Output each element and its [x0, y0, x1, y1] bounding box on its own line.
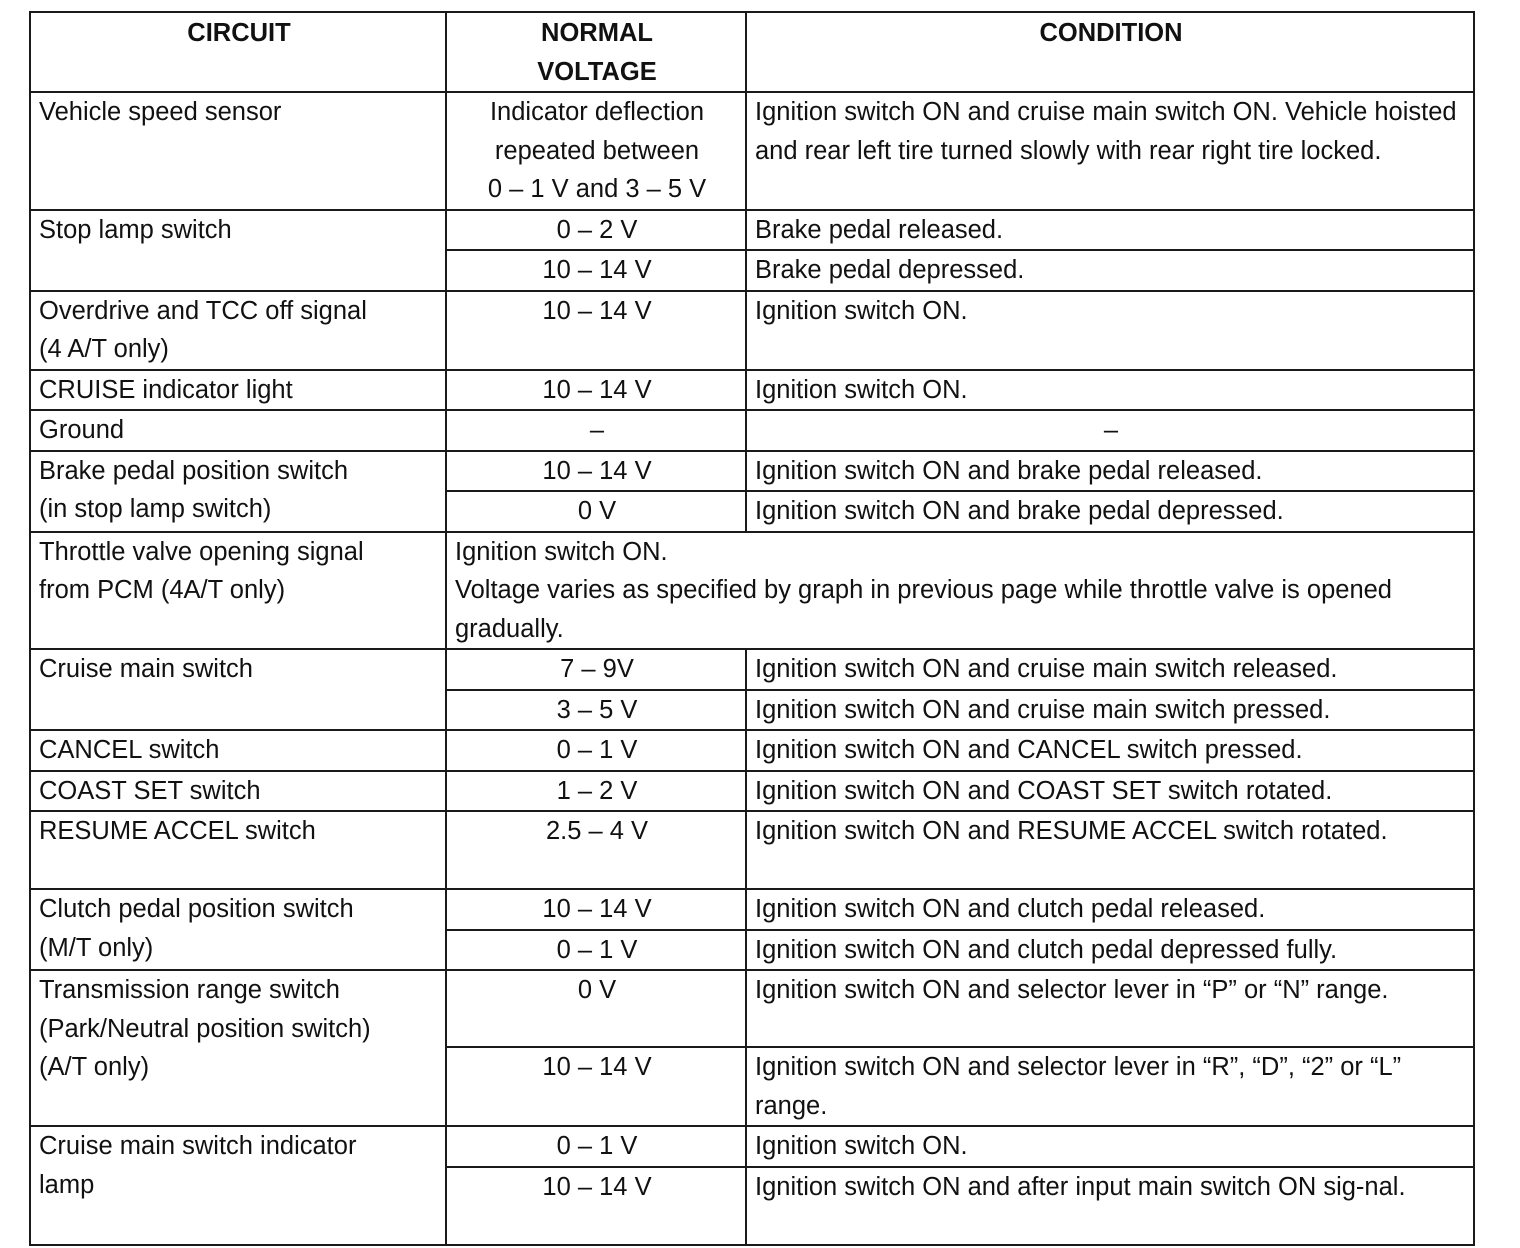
circuit-cell: CRUISE indicator light — [30, 370, 446, 411]
circuit-line: (in stop lamp switch) — [39, 495, 272, 523]
condition-cell: Brake pedal released. — [746, 210, 1474, 251]
table-row — [30, 210, 1474, 251]
condition-cell: – — [746, 410, 1474, 451]
voltage-cell: – — [446, 410, 746, 451]
voltage-cell: 3 – 5 V — [446, 690, 746, 731]
condition-cell: Ignition switch ON and selector lever in “P” or “N” range. — [746, 970, 1474, 1047]
circuit-cell — [30, 291, 446, 370]
condition-cell: Ignition switch ON and brake pedal released. — [746, 451, 1474, 492]
condition-cell: Ignition switch ON and cruise main switch ON. Vehicle hoisted and rear left tire turned slowly with rear right tire locked. — [746, 92, 1474, 210]
circuit-line: Brake pedal position switch — [39, 456, 349, 485]
circuit-line: from PCM (4A/T only) — [39, 576, 286, 604]
table-row — [30, 291, 1474, 370]
voltage-cell: 10 – 14 V — [446, 250, 746, 291]
voltage-cell: 10 – 14 V — [446, 451, 746, 492]
circuit-line: (Park/Neutral position switch) — [39, 1014, 371, 1043]
table-row — [30, 451, 1474, 492]
voltage-cell: 2.5 – 4 V — [446, 811, 746, 889]
condition-cell: Ignition switch ON and cruise main switch pressed. — [746, 690, 1474, 731]
circuit-line: Cruise main switch indicator — [39, 1132, 357, 1160]
voltage-cell: 0 – 1 V — [446, 1126, 746, 1167]
circuit-cell — [30, 451, 446, 532]
voltage-cell: 10 – 14 V — [446, 291, 746, 370]
circuit-cell: Ground — [30, 410, 446, 451]
condition-cell: Ignition switch ON and brake pedal depressed. — [746, 491, 1474, 532]
table-row — [30, 370, 1474, 411]
voltage-cell: 10 – 14 V — [446, 1047, 746, 1126]
circuit-cell: Cruise main switch — [30, 649, 446, 730]
header-circuit: CIRCUIT — [30, 12, 446, 92]
circuit-line: Transmission range switch — [39, 976, 340, 1004]
circuit-line: Clutch pedal position switch — [39, 895, 354, 923]
condition-cell: Ignition switch ON and clutch pedal depressed fully. — [746, 930, 1474, 971]
header-row — [30, 12, 1474, 92]
circuit-line: (A/T only) — [39, 1053, 150, 1081]
table-row — [30, 771, 1474, 812]
voltage-cell — [446, 92, 746, 210]
voltage-cell: 7 – 9V — [446, 649, 746, 690]
circuit-cell — [30, 1126, 446, 1245]
voltage-line: 0 – 1 V and 3 – 5 V — [487, 175, 707, 203]
circuit-line: Overdrive and TCC off signal — [39, 296, 367, 325]
condition-cell: Brake pedal depressed. — [746, 250, 1474, 291]
voltage-cell: 0 – 1 V — [446, 730, 746, 771]
condition-cell: Ignition switch ON. — [746, 1126, 1474, 1167]
table-row — [30, 410, 1474, 451]
circuit-cell — [30, 532, 446, 650]
circuit-cell — [30, 889, 446, 970]
table-row — [30, 649, 1474, 690]
table-row — [30, 92, 1474, 210]
condition-cell: Ignition switch ON and selector lever in “R”, “D”, “2” or “L” range. — [746, 1047, 1474, 1126]
header-condition: CONDITION — [746, 12, 1474, 92]
circuit-cell: COAST SET switch — [30, 771, 446, 812]
table-row — [30, 811, 1474, 889]
circuit-voltage-table — [29, 11, 1475, 1246]
circuit-cell: RESUME ACCEL switch — [30, 811, 446, 889]
header-voltage-line1: NORMAL — [541, 19, 653, 47]
circuit-line: Throttle valve opening signal — [39, 537, 364, 566]
combined-note-cell — [446, 532, 1474, 650]
voltage-cell: 10 – 14 V — [446, 370, 746, 411]
voltage-line: repeated between — [494, 136, 700, 165]
voltage-cell: 10 – 14 V — [446, 889, 746, 930]
circuit-line: lamp — [39, 1170, 95, 1199]
voltage-cell: 1 – 2 V — [446, 771, 746, 812]
voltage-cell: 0 V — [446, 970, 746, 1047]
condition-cell: Ignition switch ON. — [746, 370, 1474, 411]
condition-cell: Ignition switch ON and clutch pedal released. — [746, 889, 1474, 930]
condition-cell: Ignition switch ON and COAST SET switch rotated. — [746, 771, 1474, 812]
circuit-cell: CANCEL switch — [30, 730, 446, 771]
circuit-line: (M/T only) — [39, 933, 154, 962]
table-row — [30, 889, 1474, 930]
note-line: Ignition switch ON. — [455, 537, 668, 566]
condition-cell: Ignition switch ON. — [746, 291, 1474, 370]
table-row — [30, 970, 1474, 1047]
condition-cell: Ignition switch ON and CANCEL switch pressed. — [746, 730, 1474, 771]
header-normal-voltage — [446, 12, 746, 92]
table-row — [30, 532, 1474, 650]
voltage-cell: 0 – 2 V — [446, 210, 746, 251]
voltage-cell: 10 – 14 V — [446, 1167, 746, 1245]
condition-cell: Ignition switch ON and RESUME ACCEL switch rotated. — [746, 811, 1474, 889]
voltage-cell: 0 – 1 V — [446, 930, 746, 971]
voltage-line: Indicator deflection — [489, 98, 705, 126]
circuit-cell: Stop lamp switch — [30, 210, 446, 291]
table-row — [30, 730, 1474, 771]
table-row — [30, 1126, 1474, 1167]
circuit-cell: Vehicle speed sensor — [30, 92, 446, 210]
circuit-cell — [30, 970, 446, 1126]
header-voltage-line2: VOLTAGE — [537, 57, 657, 86]
condition-cell: Ignition switch ON and cruise main switch released. — [746, 649, 1474, 690]
note-line: Voltage varies as specified by graph in previous page while throttle valve is opened gradually. — [455, 576, 1392, 643]
condition-cell: Ignition switch ON and after input main switch ON sig-nal. — [746, 1167, 1474, 1245]
circuit-line: (4 A/T only) — [39, 335, 169, 363]
voltage-cell: 0 V — [446, 491, 746, 532]
